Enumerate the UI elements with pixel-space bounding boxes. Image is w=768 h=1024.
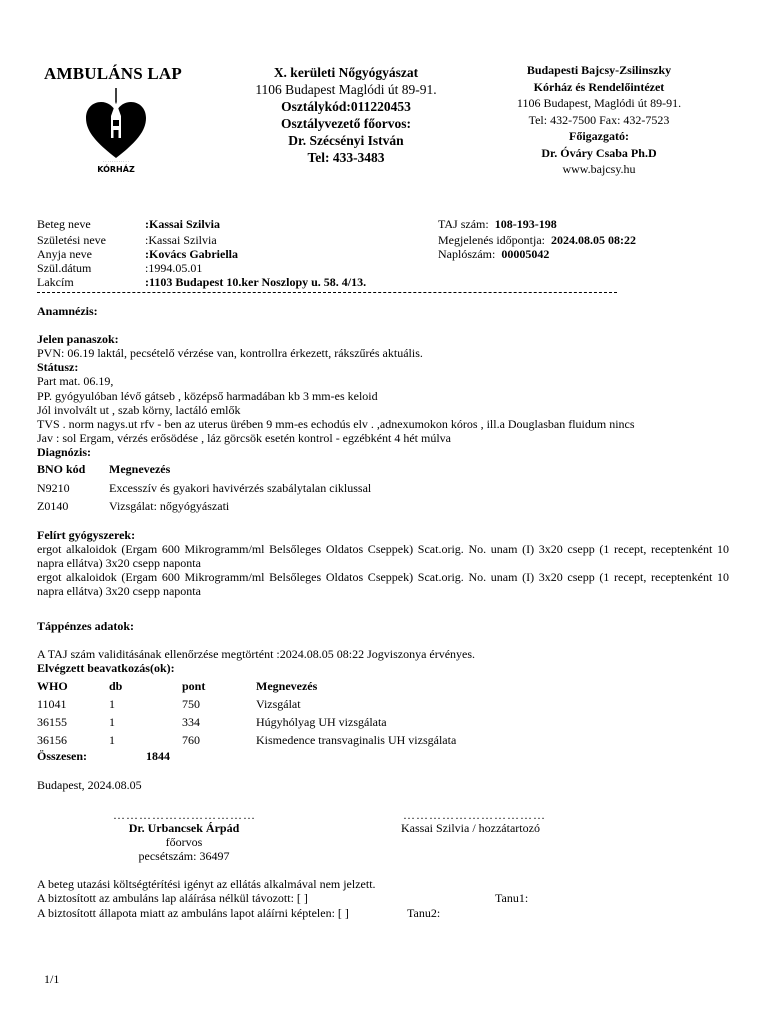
department-name: X. kerületi Nőgyógyászat (273, 65, 419, 80)
sickpay-title: Táppénzes adatok: (37, 619, 135, 633)
hospital-website: www.bajcsy.hu (562, 162, 636, 176)
status-title: Státusz: (37, 360, 79, 374)
procedure-name: Húgyhólyag UH vizsgálata (256, 715, 387, 729)
hospital-info (494, 62, 704, 178)
mother-name: :Kovács Gabriella (145, 247, 238, 261)
status-line: TVS . norm nagys.ut rfv - ben az uterus ürében 9 mm-es echodús elv . ,adnexumokon kóros , ill.a Douglasban fluidum nincs (37, 417, 635, 431)
procedure-pont: 750 (182, 697, 200, 711)
birth-name-label: Születési neve (37, 233, 106, 247)
status-line: Jól involvált ut , szab körny, lactáló emlők (37, 403, 241, 417)
procedures-col-who: WHO (37, 679, 68, 693)
patient-name-label: Beteg neve (37, 217, 91, 231)
taj-row (438, 217, 557, 232)
department-head-title: Osztályvezető főorvos: (280, 116, 412, 131)
director-title: Főigazgató: (569, 129, 629, 143)
unable-to-sign-note: A biztosított állapota miatt az ambuláns lapot aláírni képtelen: [ ] (37, 906, 349, 920)
witness-2-label: Tanu2: (407, 906, 441, 920)
taj-number: 108-193-198 (494, 217, 557, 231)
procedures-col-name: Megnevezés (256, 679, 318, 693)
diagnosis-code: Z0140 (37, 499, 69, 513)
procedure-db: 1 (109, 733, 115, 747)
heart-tower-logo-icon (84, 86, 148, 176)
director-name: Dr. Óváry Csaba Ph.D (541, 145, 657, 160)
hospital-phone: Tel: 432-7500 Fax: 432-7523 (528, 112, 670, 127)
mother-name-label: Anyja neve (37, 247, 92, 261)
travel-cost-note: A beteg utazási költségtérítési igényt az ellátás alkalmával nem jelzett. (37, 877, 376, 891)
log-number: 00005042 (501, 247, 550, 261)
diagnosis-col-code: BNO kód (37, 462, 86, 476)
patient-signature-caption: Kassai Szilvia / hozzátartozó (401, 821, 540, 835)
svg-text:· · · · · · · · · · · ·: · · · · · · · · · · · · (103, 160, 129, 164)
procedure-pont: 334 (182, 715, 200, 729)
department-code: Osztálykód:011220453 (281, 99, 411, 114)
hospital-address: 1106 Budapest, Maglódi út 89-91. (516, 96, 682, 110)
procedures-col-db: db (109, 679, 123, 693)
dob-label: Szül.dátum (37, 261, 92, 275)
diagnosis-name: Vizsgálat: nőgyógyászati (109, 499, 230, 513)
department-info (236, 64, 456, 166)
dashed-divider (37, 292, 617, 293)
patient-address: :1103 Budapest 10.ker Noszlopy u. 58. 4/13. (145, 275, 367, 289)
log-row (438, 247, 549, 262)
doctor-signature-line: …………………………… (113, 808, 256, 822)
hospital-name-1: Budapesti Bajcsy-Zsilinszky (526, 63, 672, 77)
procedure-who: 36156 (37, 733, 67, 747)
taj-check-text: A TAJ szám validitásának ellenőrzése megtörtént :2024.08.05 08:22 Jogviszonya érvényes. (37, 647, 476, 661)
dob: :1994.05.01 (145, 261, 203, 275)
witness-1-label: Tanu1: (495, 891, 529, 905)
hospital-logo (84, 86, 148, 176)
diagnosis-col-name: Megnevezés (109, 462, 171, 476)
drugs-title: Felírt gyógyszerek: (37, 528, 136, 542)
diagnosis-title: Diagnózis: (37, 445, 91, 459)
procedure-pont: 760 (182, 733, 200, 747)
procedure-db: 1 (109, 697, 115, 711)
procedure-who: 36155 (37, 715, 67, 729)
doctor-stamp-number: pecsétszám: 36497 (138, 849, 230, 863)
address-label: Lakcím (37, 275, 74, 289)
logo-caption: KÓRHÁZ (97, 165, 135, 174)
patient-signature-line: …………………………… (403, 808, 546, 822)
log-label: Naplószám: (438, 247, 496, 261)
diagnosis-name: Excesszív és gyakori havivérzés szabálytalan ciklussal (109, 481, 372, 495)
procedure-name: Vizsgálat (256, 697, 301, 711)
procedure-name: Kismedence transvaginalis UH vizsgálata (256, 733, 457, 747)
status-line: Part mat. 06.19, (37, 374, 114, 388)
department-address: 1106 Budapest Maglódi út 89-91. (255, 82, 437, 97)
drug-item: ergot alkaloidok (Ergam 600 Mikrogramm/ml Belsőleges Oldatos Cseppek) Scat.orig. No. unam (I) 3x20 csepp (1 recept, receptenként 10 napra ellátva) 3x20 csepp naponta (37, 570, 729, 598)
procedures-col-pont: pont (182, 679, 206, 693)
page-number: 1/1 (44, 972, 60, 986)
visit-time: 2024.08.05 08:22 (550, 233, 636, 247)
document-title: AMBULÁNS LAP (44, 64, 182, 83)
procedure-db: 1 (109, 715, 115, 729)
status-line: PP. gyógyulóban lévő gátseb , középső harmadában kb 3 mm-es keloid (37, 389, 378, 403)
total-label: Összesen: (37, 749, 87, 763)
total-value: 1844 (146, 749, 170, 763)
diagnosis-code: N9210 (37, 481, 70, 495)
birth-name: :Kassai Szilvia (145, 233, 217, 247)
place-date: Budapest, 2024.08.05 (37, 778, 142, 792)
anamnesis-title: Anamnézis: (37, 304, 98, 318)
department-phone: Tel: 433-3483 (307, 150, 385, 165)
status-line: Jav : sol Ergam, vérzés erősödése , láz görcsök esetén kontrol - egzébként 4 hét múlva (37, 431, 451, 445)
drug-item: ergot alkaloidok (Ergam 600 Mikrogramm/ml Belsőleges Oldatos Cseppek) Scat.orig. No. unam (I) 3x20 csepp (1 recept, receptenként 10 napra ellátva) 3x20 csepp naponta (37, 542, 729, 570)
visit-label: Megjelenés időpontja: (438, 233, 545, 247)
doctor-title: főorvos (165, 835, 203, 849)
procedures-title: Elvégzett beavatkozás(ok): (37, 661, 175, 675)
doctor-name: Dr. Urbancsek Árpád (128, 821, 240, 835)
complaints-title: Jelen panaszok: (37, 332, 119, 346)
department-head-name: Dr. Szécsényi István (288, 133, 404, 148)
taj-label: TAJ szám: (438, 217, 489, 231)
hospital-name-2: Kórház és Rendelőintézet (533, 79, 665, 94)
procedure-who: 11041 (37, 697, 67, 711)
visit-row (438, 233, 636, 248)
left-without-signing-note: A biztosított az ambuláns lap aláírása nélkül távozott: [ ] (37, 891, 308, 905)
patient-name: :Kassai Szilvia (145, 217, 221, 231)
complaints-text: PVN: 06.19 laktál, pecsételő vérzése van, kontrollra érkezett, rákszűrés aktuális. (37, 346, 423, 360)
